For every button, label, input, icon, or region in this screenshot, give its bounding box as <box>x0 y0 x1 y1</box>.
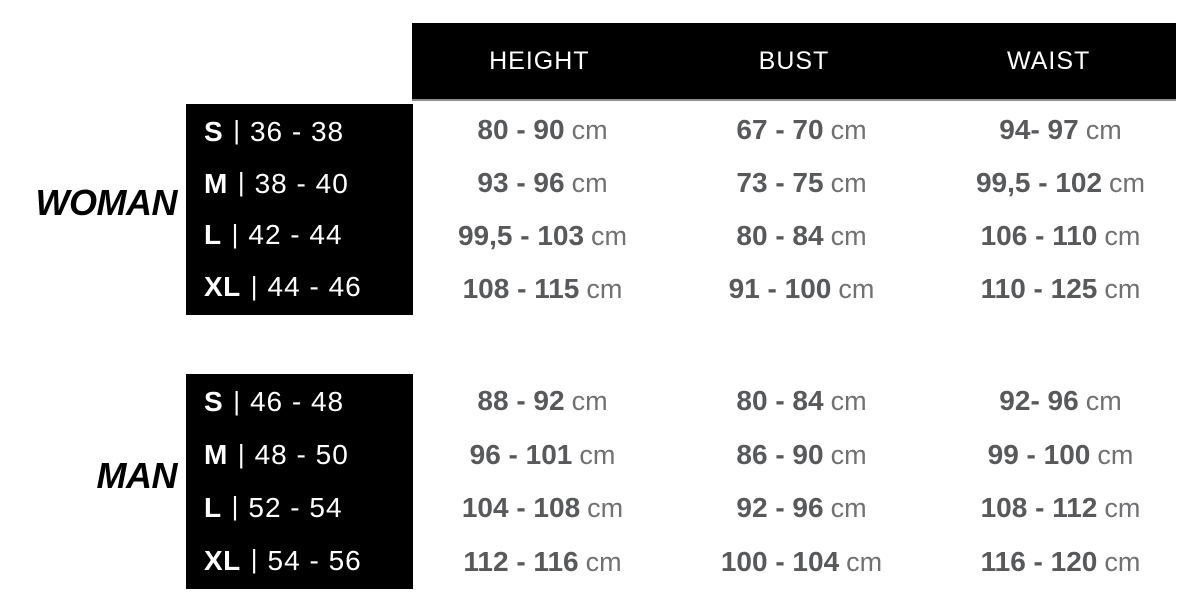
size-letter: S <box>204 115 224 147</box>
waist-cell <box>931 439 1190 471</box>
woman-measurements <box>413 104 1190 315</box>
man-size-row-s <box>204 376 413 429</box>
unit-label: cm <box>571 115 608 146</box>
size-separator: | <box>250 270 258 301</box>
column-header-bust: BUST <box>758 46 830 75</box>
height-cell <box>413 167 672 199</box>
height-value: 93 - 96 <box>477 167 565 199</box>
bust-value: 80 - 84 <box>736 384 824 416</box>
height-cell <box>413 439 672 471</box>
size-letter: L <box>204 219 222 251</box>
height-cell <box>413 385 672 417</box>
woman-size-row-xl <box>204 261 413 313</box>
bust-cell <box>672 114 931 146</box>
unit-label: cm <box>1085 115 1122 146</box>
height-value: 80 - 90 <box>477 114 565 146</box>
unit-label: cm <box>838 273 875 304</box>
table-row <box>413 157 1190 210</box>
waist-cell <box>931 114 1190 146</box>
unit-label: cm <box>830 385 867 416</box>
table-row <box>413 535 1190 589</box>
size-range: 52 - 54 <box>248 491 343 523</box>
man-measurements <box>413 374 1190 589</box>
column-header-height: HEIGHT <box>489 46 590 75</box>
unit-label: cm <box>830 220 867 251</box>
waist-cell <box>931 492 1190 524</box>
woman-size-row-s <box>204 106 413 158</box>
section-label-woman: WOMAN <box>35 182 177 223</box>
waist-value: 94- 97 <box>999 114 1079 146</box>
waist-value: 99 - 100 <box>987 438 1091 470</box>
size-range: 38 - 40 <box>254 167 349 199</box>
unit-label: cm <box>1104 220 1141 251</box>
bust-value: 86 - 90 <box>736 438 824 470</box>
size-separator: | <box>231 218 239 249</box>
unit-label: cm <box>1109 168 1146 199</box>
unit-label: cm <box>830 439 867 470</box>
size-range: 36 - 38 <box>249 115 345 147</box>
bust-cell <box>672 220 931 252</box>
waist-cell <box>931 546 1190 578</box>
man-size-row-m <box>204 429 413 482</box>
size-separator: | <box>233 115 240 146</box>
unit-label: cm <box>579 439 616 470</box>
woman-size-row-l <box>204 210 413 262</box>
size-separator: | <box>237 167 245 198</box>
waist-value: 92- 96 <box>999 384 1079 416</box>
size-separator: | <box>233 385 240 416</box>
column-header-waist: WAIST <box>1007 46 1091 75</box>
height-value: 96 - 101 <box>469 438 573 470</box>
bust-value: 80 - 84 <box>736 219 824 251</box>
height-value: 88 - 92 <box>477 384 565 416</box>
waist-cell <box>931 167 1190 199</box>
man-size-row-l <box>204 482 413 535</box>
size-letter: L <box>204 491 222 523</box>
size-range: 48 - 50 <box>254 439 349 471</box>
size-separator: | <box>237 438 245 469</box>
table-row <box>413 482 1190 536</box>
size-letter: M <box>204 439 228 471</box>
bust-value: 100 - 104 <box>720 546 840 578</box>
table-row <box>413 210 1190 263</box>
man-size-row-xl <box>204 534 413 587</box>
bust-value: 67 - 70 <box>736 114 824 146</box>
waist-value: 99,5 - 102 <box>975 167 1103 199</box>
bust-cell <box>672 385 931 417</box>
size-range: 54 - 56 <box>267 544 362 576</box>
waist-cell <box>931 220 1190 252</box>
size-range: 44 - 46 <box>267 271 362 303</box>
unit-label: cm <box>1097 439 1134 470</box>
height-value: 108 - 115 <box>462 272 580 304</box>
bust-cell <box>672 439 931 471</box>
waist-cell <box>931 273 1190 305</box>
height-cell <box>413 220 672 252</box>
unit-label: cm <box>586 273 623 304</box>
waist-value: 108 - 112 <box>980 492 1098 524</box>
bust-value: 73 - 75 <box>736 167 824 199</box>
waist-cell <box>931 385 1190 417</box>
bust-cell <box>672 273 931 305</box>
table-row <box>413 262 1190 315</box>
unit-label: cm <box>585 547 622 578</box>
unit-label: cm <box>1085 385 1122 416</box>
height-value: 104 - 108 <box>461 492 581 524</box>
unit-label: cm <box>571 385 608 416</box>
bust-cell <box>672 167 931 199</box>
unit-label: cm <box>571 168 608 199</box>
size-letter: S <box>204 386 224 418</box>
bust-cell <box>672 546 931 578</box>
unit-label: cm <box>830 493 867 524</box>
waist-value: 106 - 110 <box>980 219 1098 251</box>
waist-value: 110 - 125 <box>980 272 1098 304</box>
unit-label: cm <box>587 493 624 524</box>
bust-cell <box>672 492 931 524</box>
height-value: 99,5 - 103 <box>457 219 585 251</box>
table-row <box>413 374 1190 428</box>
unit-label: cm <box>830 115 867 146</box>
height-cell <box>413 492 672 524</box>
waist-value: 116 - 120 <box>980 546 1098 578</box>
size-separator: | <box>250 544 258 575</box>
unit-label: cm <box>846 547 883 578</box>
woman-size-box <box>186 104 413 315</box>
size-range: 46 - 48 <box>249 386 345 418</box>
height-cell <box>413 114 672 146</box>
table-row <box>413 104 1190 157</box>
unit-label: cm <box>1104 493 1141 524</box>
table-header <box>412 23 1176 101</box>
height-cell <box>413 273 672 305</box>
unit-label: cm <box>1104 273 1141 304</box>
size-range: 42 - 44 <box>248 219 343 251</box>
section-label-man: MAN <box>96 455 177 496</box>
woman-size-row-m <box>204 158 413 210</box>
bust-value: 92 - 96 <box>736 492 824 524</box>
man-size-box <box>186 374 413 589</box>
height-cell <box>413 546 672 578</box>
bust-value: 91 - 100 <box>728 272 832 304</box>
size-separator: | <box>231 491 239 522</box>
height-value: 112 - 116 <box>463 546 579 578</box>
size-letter: M <box>204 167 228 199</box>
table-row <box>413 428 1190 482</box>
size-letter: XL <box>204 544 241 576</box>
unit-label: cm <box>830 168 867 199</box>
size-letter: XL <box>204 271 241 303</box>
unit-label: cm <box>1104 547 1141 578</box>
unit-label: cm <box>591 220 628 251</box>
